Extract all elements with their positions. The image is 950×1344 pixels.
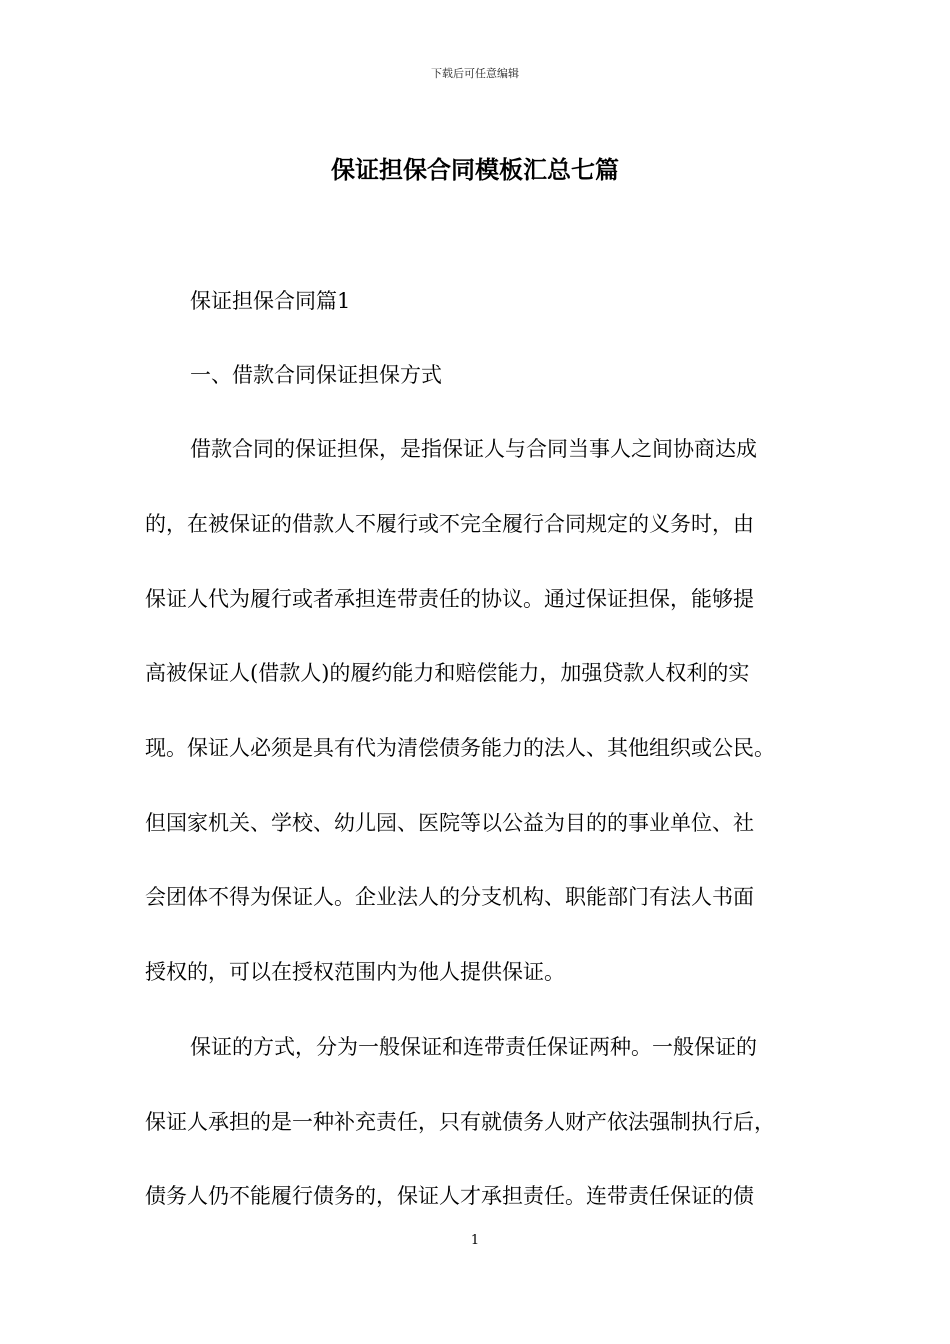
document-title: 保证担保合同模板汇总七篇 xyxy=(331,155,619,184)
paragraph1-line: 保证人代为履行或者承担连带责任的协议。通过保证担保，能够提 xyxy=(145,587,754,611)
page-header: 下载后可任意编辑 xyxy=(431,67,519,80)
paragraph1-line: 高被保证人(借款人)的履约能力和赔偿能力，加强贷款人权利的实 xyxy=(145,661,750,685)
paragraph2-line: 保证的方式，分为一般保证和连带责任保证两种。一般保证的 xyxy=(190,1035,757,1059)
subheading: 一、借款合同保证担保方式 xyxy=(190,363,442,387)
paragraph1-line: 借款合同的保证担保，是指保证人与合同当事人之间协商达成 xyxy=(190,437,757,461)
paragraph1-line: 会团体不得为保证人。企业法人的分支机构、职能部门有法人书面 xyxy=(145,885,754,909)
paragraph1-line: 的，在被保证的借款人不履行或不完全履行合同规定的义务时，由 xyxy=(145,512,754,536)
section-heading: 保证担保合同篇1 xyxy=(190,289,351,313)
paragraph1-line: 但国家机关、学校、幼儿园、医院等以公益为目的的事业单位、社 xyxy=(145,811,754,835)
page-number: 1 xyxy=(470,1233,480,1248)
paragraph1-line: 现。保证人必须是具有代为清偿债务能力的法人、其他组织或公民。 xyxy=(145,736,775,760)
paragraph2-line: 保证人承担的是一种补充责任，只有就债务人财产依法强制执行后， xyxy=(145,1110,775,1134)
paragraph1-line: 授权的，可以在授权范围内为他人提供保证。 xyxy=(145,960,565,984)
paragraph2-line: 债务人仍不能履行债务的，保证人才承担责任。连带责任保证的债 xyxy=(145,1184,754,1208)
